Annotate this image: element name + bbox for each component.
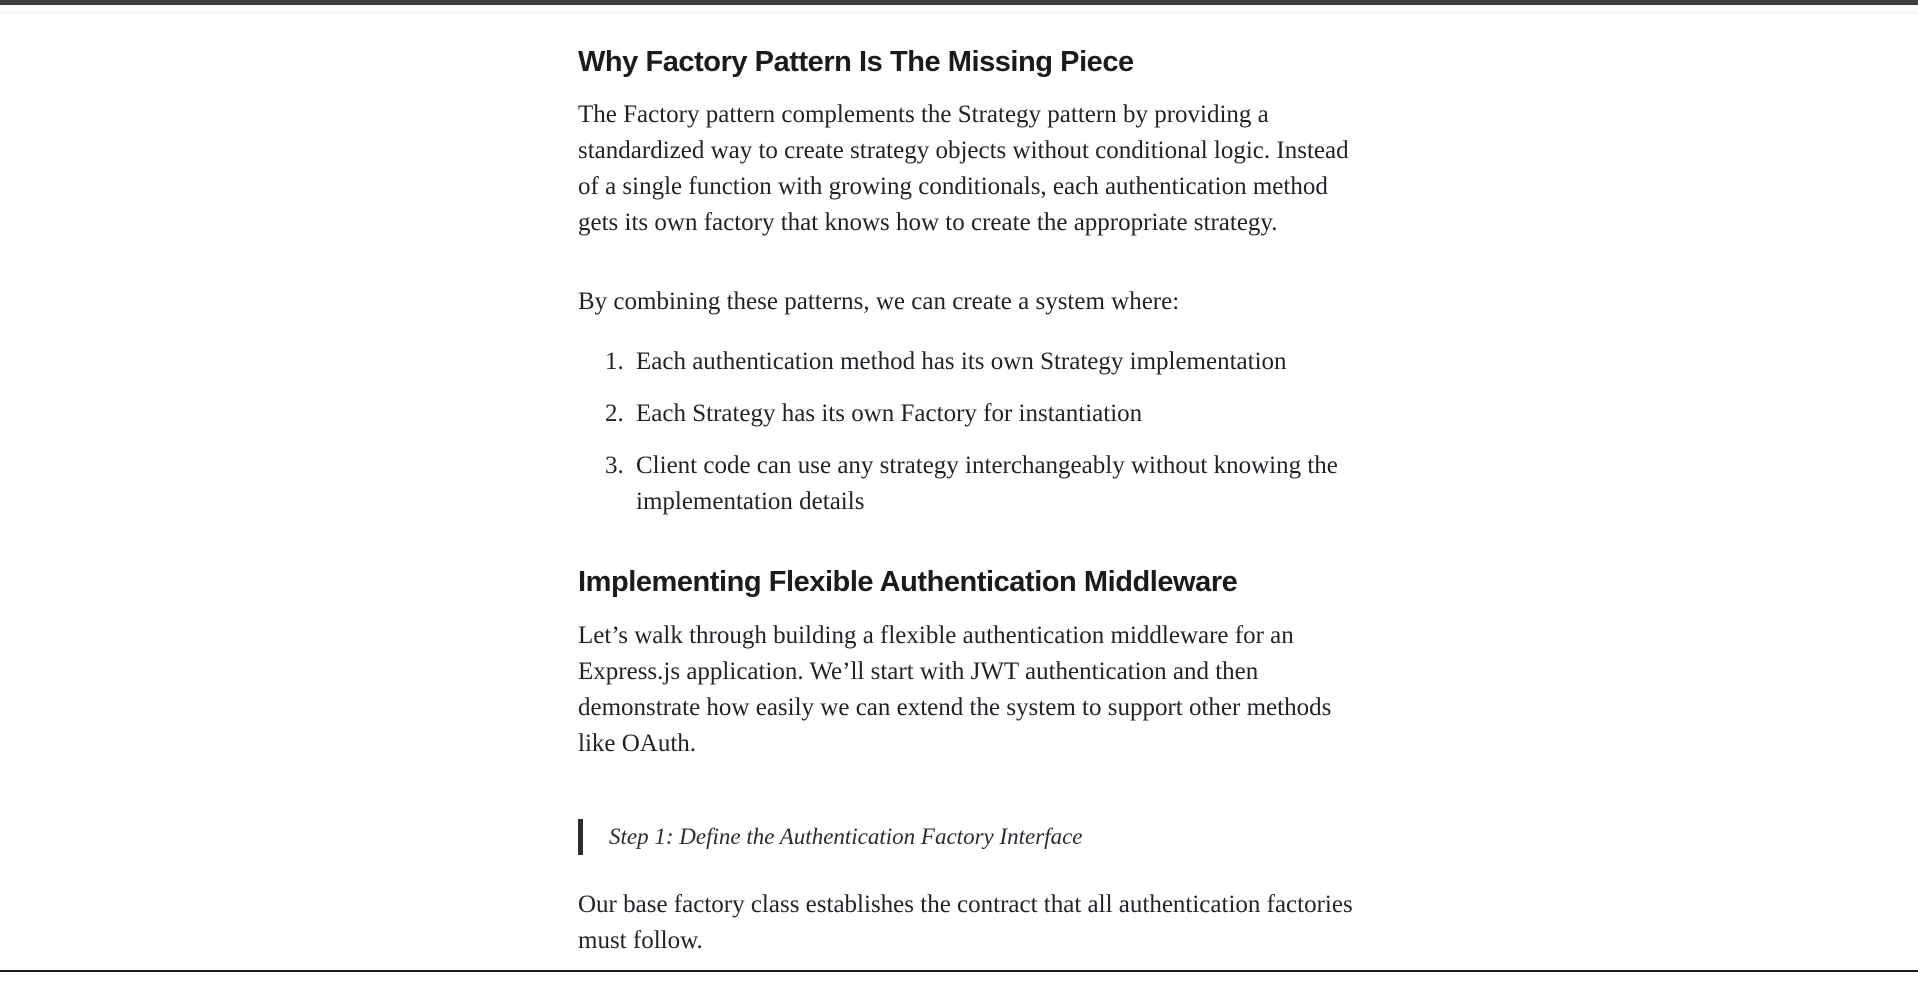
- paragraph-factory-complements-strategy: The Factory pattern complements the Strategy pattern by providing a standardized way to create strategy objects without conditional logic. Instead of a single function with growing conditionals, each authentication method gets its own factory that knows how to create the appropriate strategy.: [578, 97, 1353, 241]
- step-callout-text: Step 1: Define the Authentication Factory Interface: [609, 821, 1368, 853]
- list-item: 1. Each authentication method has its own Strategy implementation: [630, 344, 1360, 380]
- list-item: 3. Client code can use any strategy interchangeably without knowing the implementation details: [630, 448, 1360, 520]
- paragraph-gap: [578, 266, 1368, 284]
- paragraph-lets-walk-through: Let’s walk through building a flexible authentication middleware for an Express.js application. We’ll start with JWT authentication and then demonstrate how easily we can extend the system to support other methods like OAuth.: [578, 618, 1353, 762]
- section-gap: [578, 520, 1368, 564]
- list-item: 2. Each Strategy has its own Factory for instantiation: [630, 396, 1360, 432]
- paragraph-base-factory-class: Our base factory class establishes the contract that all authentication factories must follow.: [578, 887, 1353, 959]
- article-content: [578, 44, 1368, 984]
- section-heading-factory-pattern: Why Factory Pattern Is The Missing Piece: [578, 44, 1368, 80]
- step-callout: [578, 819, 1368, 855]
- callout-gap-top: [578, 787, 1368, 819]
- benefits-ordered-list: [578, 344, 1368, 520]
- page-canvas: [0, 14, 1918, 972]
- page-top-hairline: [0, 5, 1918, 14]
- callout-gap-bottom: [578, 855, 1368, 887]
- section-heading-implementing-middleware: Implementing Flexible Authentication Middleware: [578, 564, 1368, 600]
- paragraph-by-combining: By combining these patterns, we can create a system where:: [578, 284, 1353, 320]
